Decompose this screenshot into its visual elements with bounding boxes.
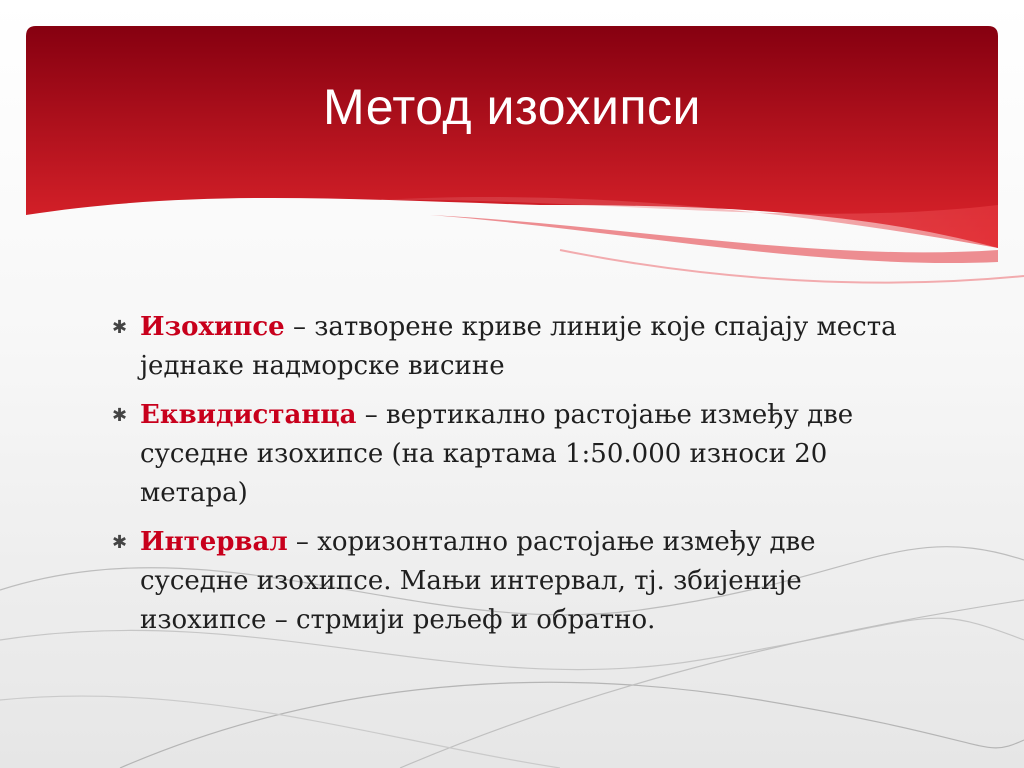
asterisk-bullet-icon: ✱ (112, 317, 128, 338)
slide-title: Метод изохипси (323, 79, 701, 135)
header-banner (0, 0, 1024, 300)
bullet-text: – затворене криве линије које спајају места једнаке надморске висине (140, 312, 897, 381)
asterisk-bullet-icon: ✱ (112, 532, 128, 553)
bullet-term: Интервал (140, 527, 288, 557)
list-item (112, 396, 922, 513)
bullet-term: Изохипсе (140, 312, 285, 342)
bullet-text: – вертикално растојање између две суседне изохипсе (на картама 1:50.000 износи 20 метара) (140, 400, 854, 508)
list-item (112, 308, 922, 386)
asterisk-bullet-icon: ✱ (112, 405, 128, 426)
bullet-list (112, 308, 922, 650)
list-item (112, 523, 922, 640)
bullet-term: Еквидистанца (140, 400, 357, 430)
bullet-text: – хоризонтално растојање између две суседне изохипсе. Мањи интервал, тј. збијеније изохипсе – стрмији рељеф и обратно. (140, 527, 816, 635)
